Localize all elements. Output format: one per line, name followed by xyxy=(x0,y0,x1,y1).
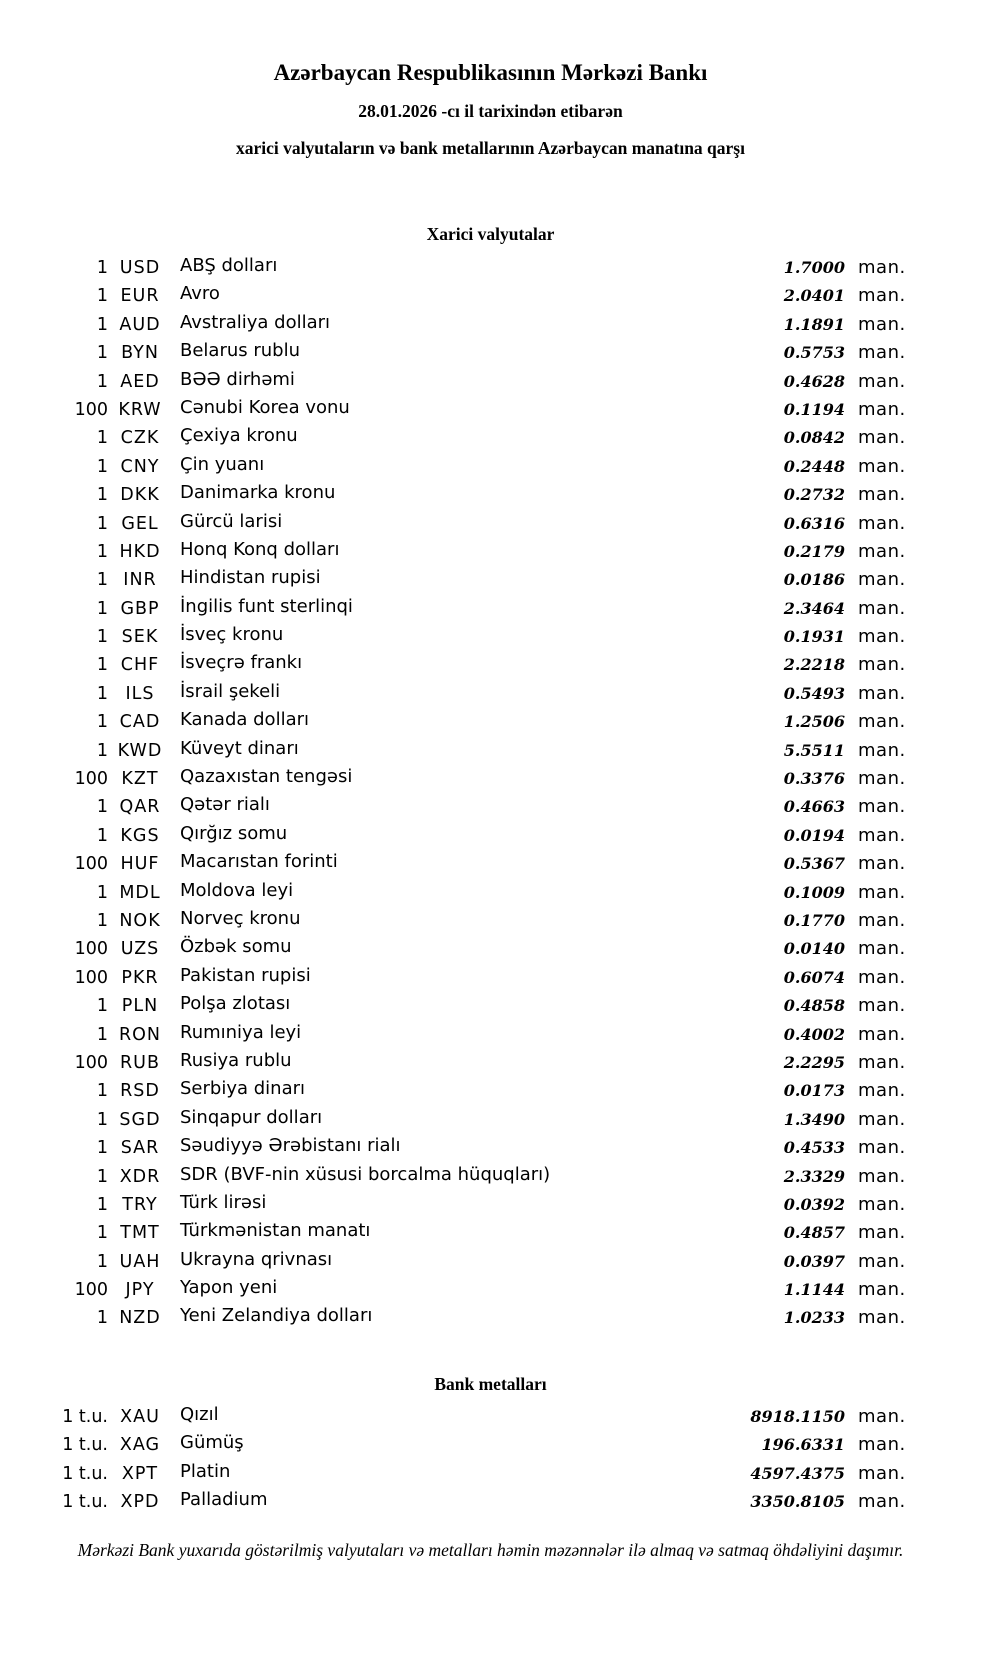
currency-name: Danimarka kronu xyxy=(180,482,336,504)
currency-name: Yapon yeni xyxy=(180,1277,278,1299)
table-row xyxy=(0,1191,981,1219)
currency-name: Yeni Zelandiya dolları xyxy=(180,1305,373,1327)
table-row xyxy=(0,737,981,765)
currency-name: Cənubi Korea vonu xyxy=(180,396,350,418)
quantity: 1 xyxy=(96,541,108,562)
currency-code: RON xyxy=(118,1024,162,1045)
exchange-rate: 0.4002 xyxy=(783,1024,845,1044)
quantity: 1 xyxy=(96,1024,108,1045)
table-row xyxy=(0,623,981,651)
unit-label: man. xyxy=(858,1462,906,1484)
currency-code: NZD xyxy=(119,1308,161,1329)
table-row xyxy=(0,1248,981,1276)
exchange-rate: 0.0397 xyxy=(783,1251,845,1271)
currencies-section-heading: Xarici valyutalar xyxy=(426,224,555,244)
quantity: 1 xyxy=(96,825,108,846)
exchange-rate: 0.1194 xyxy=(783,399,845,419)
currency-name: Hindistan rupisi xyxy=(180,567,321,589)
currency-code: RUB xyxy=(120,1052,160,1073)
table-row xyxy=(0,282,981,310)
currency-name: Kanada dolları xyxy=(180,709,310,731)
exchange-rate: 2.3329 xyxy=(783,1166,845,1186)
table-row xyxy=(0,935,981,963)
currency-name: SDR (BVF-nin xüsusi borcalma hüquqları) xyxy=(180,1163,551,1185)
currency-name: Çin yuanı xyxy=(180,453,265,475)
table-row xyxy=(0,510,981,538)
currency-name: Rumıniya leyi xyxy=(180,1021,302,1043)
quantity: 1 xyxy=(96,1223,108,1244)
unit-label: man. xyxy=(858,1434,906,1456)
currency-rate-table xyxy=(0,254,981,1333)
exchange-rate: 0.0173 xyxy=(783,1081,845,1101)
currency-name: Belarus rublu xyxy=(180,340,301,362)
table-row xyxy=(0,850,981,878)
exchange-rate: 0.4857 xyxy=(783,1223,845,1243)
quantity: 1 xyxy=(96,627,108,648)
currency-code: PLN xyxy=(121,996,159,1017)
exchange-rate: 0.5753 xyxy=(783,343,845,363)
currency-name: Türk lirəsi xyxy=(180,1191,267,1213)
currency-code: GBP xyxy=(120,598,160,619)
unit-label: man. xyxy=(858,796,906,818)
exchange-rate: 1.2506 xyxy=(783,712,845,732)
quantity: 1 t.u. xyxy=(62,1492,108,1513)
currency-code: RSD xyxy=(120,1081,160,1102)
exchange-rate: 0.0194 xyxy=(783,825,845,845)
currency-code: BYN xyxy=(121,343,159,364)
exchange-rate: 0.2732 xyxy=(783,485,845,505)
quantity: 1 xyxy=(96,996,108,1017)
table-row xyxy=(0,538,981,566)
quantity: 1 xyxy=(96,343,108,364)
exchange-rate: 0.0186 xyxy=(783,570,845,590)
exchange-rate: 2.0401 xyxy=(783,286,845,306)
unit-label: man. xyxy=(858,1279,906,1301)
table-row xyxy=(0,793,981,821)
unit-label: man. xyxy=(858,597,906,619)
exchange-rate: 2.2295 xyxy=(783,1052,845,1072)
currency-code: SGD xyxy=(119,1109,161,1130)
metal-rate-table xyxy=(0,1403,981,1517)
quantity: 1 xyxy=(96,513,108,534)
unit-label: man. xyxy=(858,995,906,1017)
currency-code: KZT xyxy=(121,769,159,790)
currency-name: İsveçrə frankı xyxy=(180,652,303,674)
quantity: 1 xyxy=(96,1251,108,1272)
currency-name: Norveç kronu xyxy=(180,907,301,929)
currency-code: TMT xyxy=(120,1223,160,1244)
currency-name: Qazaxıstan tengəsi xyxy=(180,766,353,788)
exchange-rate: 8918.1150 xyxy=(750,1406,845,1426)
table-row xyxy=(0,311,981,339)
quantity: 1 xyxy=(96,910,108,931)
unit-label: man. xyxy=(858,512,906,534)
exchange-rate: 0.4533 xyxy=(783,1138,845,1158)
exchange-rate: 1.0233 xyxy=(783,1308,845,1328)
table-row xyxy=(0,566,981,594)
unit-label: man. xyxy=(858,881,906,903)
unit-label: man. xyxy=(858,1080,906,1102)
quantity: 1 xyxy=(96,1138,108,1159)
page-title: Azərbaycan Respublikasının Mərkəzi Bankı xyxy=(273,60,708,85)
currency-code: SAR xyxy=(120,1138,160,1159)
unit-label: man. xyxy=(858,1108,906,1130)
unit-label: man. xyxy=(858,1193,906,1215)
table-row xyxy=(0,879,981,907)
table-row xyxy=(0,708,981,736)
exchange-rate: 1.7000 xyxy=(783,258,845,277)
currency-name: ABŞ dolları xyxy=(180,255,278,276)
quantity: 1 xyxy=(96,258,108,278)
table-row xyxy=(0,1106,981,1134)
unit-label: man. xyxy=(858,370,906,392)
currency-code: CHF xyxy=(120,655,160,676)
currency-name: Qırğız somu xyxy=(180,822,288,844)
currency-code: CAD xyxy=(119,712,161,733)
unit-label: man. xyxy=(858,1491,906,1513)
quantity: 1 t.u. xyxy=(62,1406,108,1427)
currency-code: ILS xyxy=(125,683,155,704)
currency-name: Moldova leyi xyxy=(180,879,294,901)
currency-code: UAH xyxy=(119,1251,161,1272)
exchange-rate: 0.4663 xyxy=(783,797,845,817)
currency-name: İsveç kronu xyxy=(180,624,284,646)
table-row xyxy=(0,1077,981,1105)
quantity: 1 xyxy=(96,314,108,335)
currency-name: Qızıl xyxy=(180,1403,219,1425)
table-row xyxy=(0,1460,981,1488)
unit-label: man. xyxy=(858,909,906,931)
table-row xyxy=(0,396,981,424)
exchange-rate: 0.0842 xyxy=(783,428,845,448)
unit-label: man. xyxy=(858,455,906,477)
quantity: 100 xyxy=(74,769,108,790)
quantity: 1 t.u. xyxy=(62,1463,108,1484)
unit-label: man. xyxy=(858,938,906,960)
exchange-rate: 0.0140 xyxy=(783,939,845,959)
currency-code: GEL xyxy=(121,513,159,534)
quantity: 1 xyxy=(96,598,108,619)
exchange-rate: 0.1009 xyxy=(783,882,845,902)
currency-code: XAU xyxy=(120,1406,160,1427)
unit-label: man. xyxy=(858,682,906,704)
unit-label: man. xyxy=(858,484,906,506)
currency-code: HUF xyxy=(120,854,160,875)
currency-code: PKR xyxy=(121,967,159,988)
currency-name: Rusiya rublu xyxy=(180,1049,292,1071)
exchange-rate: 1.1891 xyxy=(783,314,845,334)
currency-code: JPY xyxy=(125,1280,155,1301)
exchange-rate: 0.6074 xyxy=(783,967,845,987)
quantity: 1 xyxy=(96,1109,108,1130)
currency-code: KWD xyxy=(117,740,163,761)
currency-code: INR xyxy=(123,570,157,591)
currency-name: Platin xyxy=(180,1460,231,1482)
currency-name: Avro xyxy=(180,283,220,305)
currency-name: Gürcü larisi xyxy=(180,510,283,532)
quantity: 1 xyxy=(96,797,108,818)
unit-label: man. xyxy=(858,398,906,420)
currency-code: CNY xyxy=(120,456,160,477)
currency-name: Sinqapur dolları xyxy=(180,1106,323,1128)
currency-name: Özbək somu xyxy=(180,936,292,958)
quantity: 1 xyxy=(96,882,108,903)
exchange-rate: 0.1931 xyxy=(783,627,845,647)
currency-code: HKD xyxy=(119,541,161,562)
currency-code: NOK xyxy=(119,910,161,931)
table-row xyxy=(0,651,981,679)
unit-label: man. xyxy=(858,1250,906,1272)
exchange-rate: 5.5511 xyxy=(783,740,845,760)
currency-code: KRW xyxy=(118,399,162,420)
exchange-rate: 0.5367 xyxy=(783,854,845,874)
exchange-rate: 0.2448 xyxy=(783,456,845,476)
exchange-rate: 0.1770 xyxy=(783,910,845,930)
currency-code: MDL xyxy=(119,882,161,903)
table-row xyxy=(0,1304,981,1332)
exchange-rate: 196.6331 xyxy=(761,1435,845,1455)
currency-code: QAR xyxy=(119,797,161,818)
exchange-rate: 0.4628 xyxy=(783,371,845,391)
table-row xyxy=(0,1049,981,1077)
quantity: 1 xyxy=(96,712,108,733)
unit-label: man. xyxy=(858,768,906,790)
currency-name: İngilis funt sterlinqi xyxy=(180,595,353,617)
quantity: 1 xyxy=(96,456,108,477)
exchange-rate: 1.1144 xyxy=(783,1280,845,1300)
page-subtitle: xarici valyutaların və bank metallarının Azərbaycan manatına qarşı xyxy=(236,138,745,158)
currency-name: Palladium xyxy=(180,1489,268,1511)
currency-name: Macarıstan forinti xyxy=(180,851,338,873)
exchange-rate: 1.3490 xyxy=(783,1109,845,1129)
quantity: 100 xyxy=(74,1052,108,1073)
currency-code: KGS xyxy=(120,825,160,846)
quantity: 1 xyxy=(96,371,108,392)
exchange-rate: 0.3376 xyxy=(783,769,845,789)
exchange-rate: 0.5493 xyxy=(783,683,845,703)
unit-label: man. xyxy=(858,1222,906,1244)
quantity: 1 t.u. xyxy=(62,1435,108,1456)
unit-label: man. xyxy=(858,342,906,364)
table-row xyxy=(0,424,981,452)
currency-code: XPT xyxy=(121,1463,159,1484)
unit-label: man. xyxy=(858,427,906,449)
currency-name: Qətər rialı xyxy=(180,794,270,816)
table-row xyxy=(0,680,981,708)
quantity: 1 xyxy=(96,485,108,506)
unit-label: man. xyxy=(858,966,906,988)
exchange-rate: 4597.4375 xyxy=(750,1463,845,1483)
table-row xyxy=(0,1431,981,1459)
table-row xyxy=(0,765,981,793)
currency-name: Türkmənistan manatı xyxy=(180,1220,371,1242)
unit-label: man. xyxy=(858,1165,906,1187)
quantity: 1 xyxy=(96,570,108,591)
unit-label: man. xyxy=(858,1405,906,1427)
unit-label: man. xyxy=(858,853,906,875)
metals-section-heading: Bank metalları xyxy=(434,1373,547,1394)
currency-code: CZK xyxy=(120,428,160,449)
currency-name: Avstraliya dolları xyxy=(180,311,331,333)
currency-name: Polşa zlotası xyxy=(180,993,291,1015)
unit-label: man. xyxy=(858,540,906,562)
quantity: 100 xyxy=(74,399,108,420)
table-row xyxy=(0,964,981,992)
currency-name: Pakistan rupisi xyxy=(180,964,311,986)
unit-label: man. xyxy=(858,1051,906,1073)
quantity: 1 xyxy=(96,1166,108,1187)
currency-name: Honq Konq dolları xyxy=(180,538,340,560)
quantity: 100 xyxy=(74,967,108,988)
currency-name: Küveyt dinarı xyxy=(180,737,299,759)
unit-label: man. xyxy=(858,739,906,761)
table-row xyxy=(0,1021,981,1049)
unit-label: man. xyxy=(858,711,906,733)
disclaimer-note: Mərkəzi Bank yuxarıda göstərilmiş valyutaları və metalları həmin məzənnələr ilə almaq və satmaq öhdəliyini daşımır. xyxy=(77,1540,904,1561)
currency-name: İsrail şekeli xyxy=(180,680,281,702)
table-row xyxy=(0,368,981,396)
unit-label: man. xyxy=(858,313,906,335)
table-row xyxy=(0,822,981,850)
unit-label: man. xyxy=(858,1023,906,1045)
currency-code: AED xyxy=(120,371,160,392)
currency-code: XAG xyxy=(119,1435,161,1456)
table-row xyxy=(0,1219,981,1247)
table-row xyxy=(0,481,981,509)
unit-label: man. xyxy=(858,824,906,846)
exchange-rate: 0.2179 xyxy=(783,541,845,561)
currency-name: Serbiya dinarı xyxy=(180,1078,305,1100)
unit-label: man. xyxy=(858,626,906,648)
currency-code: DKK xyxy=(120,485,160,506)
table-row xyxy=(0,595,981,623)
table-row xyxy=(0,1134,981,1162)
quantity: 1 xyxy=(96,1308,108,1329)
quantity: 1 xyxy=(96,1081,108,1102)
currency-name: Gümüş xyxy=(180,1432,244,1454)
table-row xyxy=(0,1488,981,1516)
quantity: 1 xyxy=(96,1194,108,1215)
currency-code: SEK xyxy=(121,627,159,648)
unit-label: man. xyxy=(858,1137,906,1159)
table-row xyxy=(0,992,981,1020)
table-row xyxy=(0,254,981,282)
table-row xyxy=(0,1163,981,1191)
table-row xyxy=(0,339,981,367)
exchange-rate: 0.4858 xyxy=(783,996,845,1016)
currency-code: EUR xyxy=(120,286,160,307)
unit-label: man. xyxy=(858,569,906,591)
quantity: 1 xyxy=(96,655,108,676)
exchange-rate: 3350.8105 xyxy=(750,1492,845,1512)
exchange-rate: 0.6316 xyxy=(783,513,845,533)
currency-code: XDR xyxy=(119,1166,161,1187)
exchange-rate: 0.0392 xyxy=(783,1194,845,1214)
quantity: 1 xyxy=(96,683,108,704)
currency-code: UZS xyxy=(120,939,160,960)
currency-name: Çexiya kronu xyxy=(180,425,298,447)
unit-label: man. xyxy=(858,285,906,307)
quantity: 100 xyxy=(74,939,108,960)
quantity: 1 xyxy=(96,428,108,449)
exchange-rate: 2.3464 xyxy=(783,598,845,618)
currency-name: BƏƏ dirhəmi xyxy=(180,368,295,390)
quantity: 100 xyxy=(74,1280,108,1301)
currency-code: TRY xyxy=(122,1194,158,1215)
currency-code: AUD xyxy=(119,314,161,335)
currency-name: Səudiyyə Ərəbistanı rialı xyxy=(180,1135,401,1157)
currency-code: XPD xyxy=(120,1492,160,1513)
table-row xyxy=(0,1403,981,1431)
exchange-rate: 2.2218 xyxy=(783,655,845,675)
unit-label: man. xyxy=(858,1307,906,1329)
quantity: 100 xyxy=(74,854,108,875)
currency-code: USD xyxy=(119,258,161,278)
unit-label: man. xyxy=(858,654,906,676)
table-row xyxy=(0,1276,981,1304)
table-row xyxy=(0,907,981,935)
quantity: 1 xyxy=(96,286,108,307)
quantity: 1 xyxy=(96,740,108,761)
currency-name: Ukrayna qrivnası xyxy=(180,1248,333,1270)
unit-label: man. xyxy=(858,257,906,278)
table-row xyxy=(0,453,981,481)
effective-date-line: 28.01.2026 -cı il tarixindən etibarən xyxy=(358,101,623,121)
